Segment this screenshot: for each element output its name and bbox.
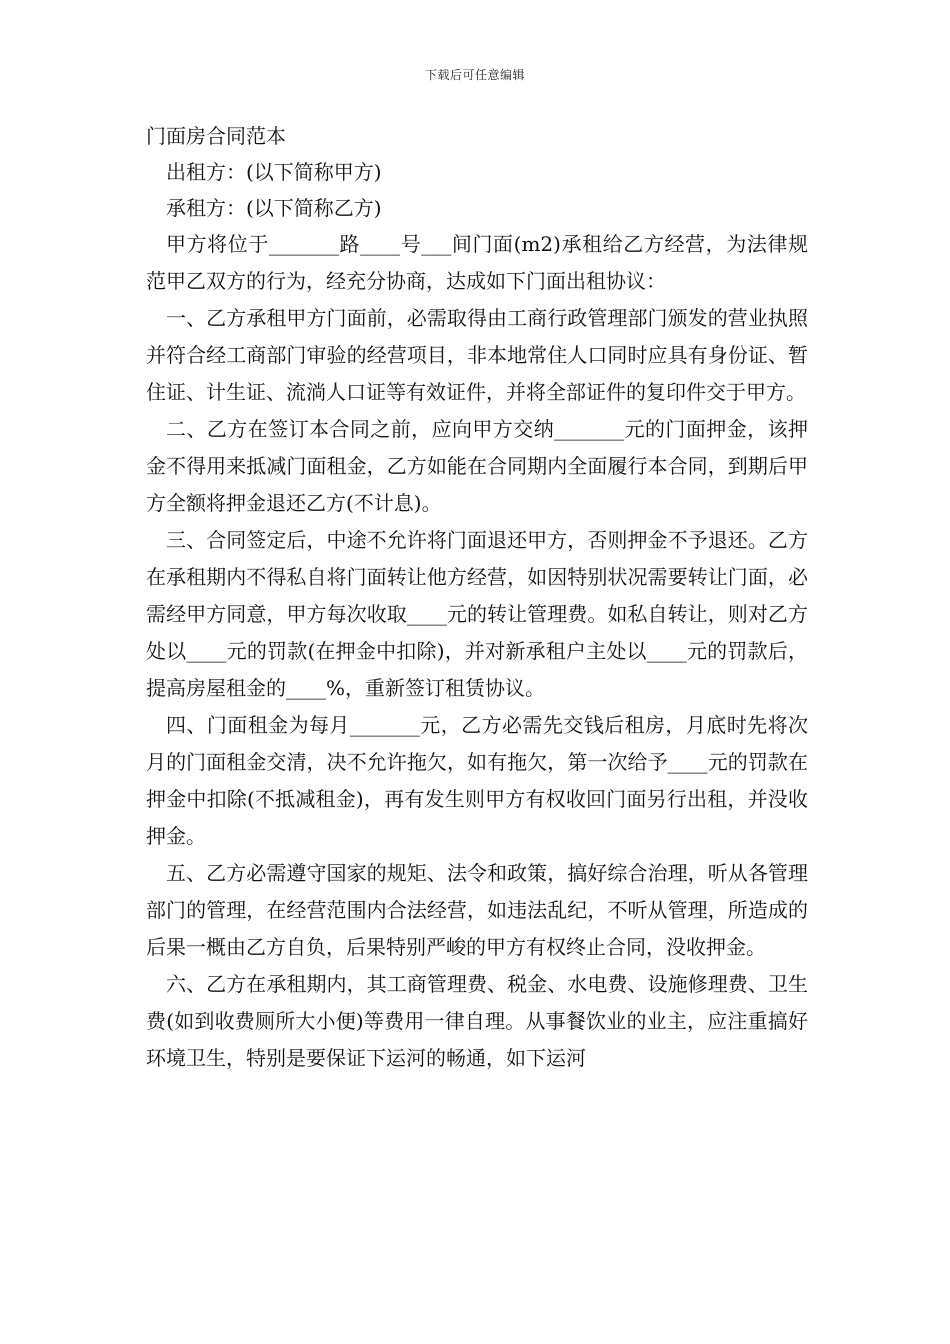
- intro-paragraph: 甲方将位于_______路____号___间门面(m2)承租给乙方经营，为法律规范甲乙双方的行为，经充分协商，达成如下门面出租协议：: [146, 232, 808, 293]
- clause-paragraph-2: 二、乙方在签订本合同之前，应向甲方交纳_______元的门面押金，该押金不得用来抵减门面租金，乙方如能在合同期内全面履行本合同，到期后甲方全额将押金退还乙方(不计息)。: [146, 417, 808, 515]
- document-body: [146, 118, 808, 1077]
- document-title: 门面房合同范本: [146, 124, 286, 148]
- header-note: 下载后可任意编辑: [424, 68, 525, 82]
- clause-paragraph-3: 三、合同签定后，中途不允许将门面退还甲方，否则押金不予退还。乙方在承租期内不得私自将门面转让他方经营，如因特别状况需要转让门面，必需经甲方同意，甲方每次收取____元的转让管理费。如私自转让，则对乙方处以____元的罚款(在押金中扣除)，并对新承租户主处以____元的罚款后，提高房屋租金的____%，重新签订租赁协议。: [146, 528, 808, 700]
- lessor-line: 出租方：(以下简称甲方): [166, 160, 382, 184]
- clause-paragraph-1: 一、乙方承租甲方门面前，必需取得由工商行政管理部门颁发的营业执照并符合经工商部门审验的经营项目，非本地常住人口同时应具有身份证、暂住证、计生证、流淌人口证等有效证件，并将全部证件的复印件交于甲方。: [146, 306, 808, 404]
- clause-paragraph-4: 四、门面租金为每月_______元，乙方必需先交钱后租房，月底时先将次月的门面租金交清，决不允许拖欠，如有拖欠，第一次给予____元的罚款在押金中扣除(不抵减租金)，再有发生则甲方有权收回门面另行出租，并没收押金。: [146, 713, 808, 848]
- lessee-line: 承租方：(以下简称乙方): [166, 196, 382, 220]
- clause-paragraph-6: 六、乙方在承租期内，其工商管理费、税金、水电费、设施修理费、卫生费(如到收费厕所大小便)等费用一律自理。从事餐饮业的业主，应注重搞好环境卫生，特别是要保证下运河的畅通，如下运河: [146, 972, 808, 1070]
- clause-paragraph-5: 五、乙方必需遵守国家的规矩、法令和政策，搞好综合治理，听从各管理部门的管理，在经营范围内合法经营，如违法乱纪，不听从管理，所造成的后果一概由乙方自负，后果特别严峻的甲方有权终止合同，没收押金。: [146, 861, 808, 959]
